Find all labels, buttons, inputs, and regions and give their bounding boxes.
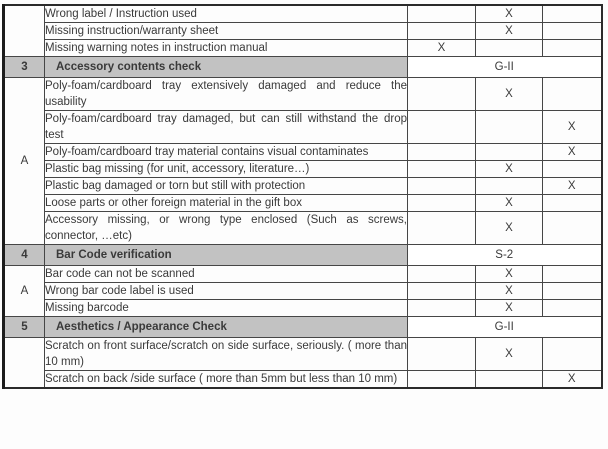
defect-item-row — [4, 195, 602, 212]
check-mark: X — [505, 222, 513, 234]
check-cell-1 — [408, 161, 476, 178]
inspection-class-letter: A — [4, 78, 45, 245]
defect-description: Scratch on back /side surface ( more than 5mm but less than 10 mm) — [45, 371, 408, 389]
check-cell-2 — [476, 212, 543, 245]
section-header-row — [4, 245, 602, 266]
check-cell-3 — [543, 5, 602, 23]
defect-item-row — [4, 40, 602, 57]
check-cell-2 — [476, 161, 543, 178]
check-cell-1 — [408, 283, 476, 300]
check-cell-3 — [543, 195, 602, 212]
check-mark: X — [505, 268, 513, 280]
check-cell-3 — [543, 40, 602, 57]
check-cell-1 — [408, 23, 476, 40]
defect-description: Poly-foam/cardboard tray material contains visual contaminates — [45, 144, 408, 161]
section-title: Bar Code verification — [45, 245, 408, 266]
check-cell-3 — [543, 111, 602, 144]
check-mark: X — [437, 42, 446, 54]
check-cell-3 — [543, 212, 602, 245]
check-cell-1 — [408, 212, 476, 245]
section-number: 5 — [4, 317, 45, 338]
defect-item-row — [4, 161, 602, 178]
defect-item-row — [4, 178, 602, 195]
defect-item-row — [4, 144, 602, 161]
check-cell-3 — [543, 23, 602, 40]
check-mark: X — [567, 180, 576, 192]
defect-description: Poly-foam/cardboard tray extensively damaged and reduce the usability — [45, 78, 408, 111]
defect-description: Scratch on front surface/scratch on side surface, seriously. ( more than 10 mm) — [45, 338, 408, 371]
check-cell-1 — [408, 338, 476, 371]
section-severity-code: G-II — [408, 317, 602, 338]
check-mark: X — [505, 348, 513, 360]
section-severity-code: G-II — [408, 57, 602, 78]
check-cell-2 — [476, 371, 543, 389]
check-cell-1 — [408, 40, 476, 57]
defect-description: Plastic bag damaged or torn but still with protection — [45, 178, 408, 195]
defect-description: Missing warning notes in instruction manual — [45, 40, 408, 57]
section-number: 3 — [4, 57, 45, 78]
inspection-class-letter: A — [4, 266, 45, 317]
defect-description: Plastic bag missing (for unit, accessory, literature…) — [45, 161, 408, 178]
check-mark: X — [505, 285, 513, 297]
check-cell-1 — [408, 195, 476, 212]
section-severity-code: S-2 — [408, 245, 602, 266]
defect-item-row — [4, 212, 602, 245]
defect-description: Bar code can not be scanned — [45, 266, 408, 283]
check-cell-1 — [408, 371, 476, 389]
section-header-row — [4, 317, 602, 338]
check-cell-1 — [408, 111, 476, 144]
defect-description: Loose parts or other foreign material in the gift box — [45, 195, 408, 212]
check-cell-2 — [476, 300, 543, 317]
check-cell-2 — [476, 23, 543, 40]
check-mark: X — [567, 146, 576, 158]
check-mark: X — [505, 302, 513, 314]
check-cell-3 — [543, 338, 602, 371]
check-cell-3 — [543, 300, 602, 317]
check-mark: X — [505, 8, 513, 20]
section-title: Accessory contents check — [45, 57, 408, 78]
check-mark: X — [505, 163, 513, 175]
defect-item-row — [4, 338, 602, 371]
defect-item-row — [4, 23, 602, 40]
defect-item-row — [4, 300, 602, 317]
check-cell-3 — [543, 178, 602, 195]
defect-description: Accessory missing, or wrong type enclosed (Such as screws, connector, …etc) — [45, 212, 408, 245]
section-number: 4 — [4, 245, 45, 266]
check-cell-2 — [476, 266, 543, 283]
check-cell-3 — [543, 266, 602, 283]
check-cell-3 — [543, 283, 602, 300]
check-mark: X — [505, 88, 513, 100]
check-cell-2 — [476, 40, 543, 57]
check-cell-2 — [476, 178, 543, 195]
check-mark: X — [505, 25, 513, 37]
defect-item-row — [4, 78, 602, 111]
defect-item-row — [4, 283, 602, 300]
defect-item-row — [4, 111, 602, 144]
check-mark: X — [567, 121, 576, 133]
defect-description: Wrong bar code label is used — [45, 283, 408, 300]
check-cell-1 — [408, 178, 476, 195]
check-cell-1 — [408, 300, 476, 317]
check-cell-3 — [543, 144, 602, 161]
inspection-checklist-table — [2, 4, 603, 389]
check-cell-1 — [408, 144, 476, 161]
check-cell-1 — [408, 266, 476, 283]
inspection-class-letter — [4, 5, 45, 57]
defect-description: Missing instruction/warranty sheet — [45, 23, 408, 40]
check-cell-3 — [543, 161, 602, 178]
inspection-class-letter — [4, 338, 45, 389]
defect-description: Poly-foam/cardboard tray damaged, but can still withstand the drop test — [45, 111, 408, 144]
defect-item-row — [4, 5, 602, 23]
check-cell-2 — [476, 195, 543, 212]
check-cell-2 — [476, 5, 543, 23]
defect-item-row — [4, 266, 602, 283]
check-cell-2 — [476, 144, 543, 161]
section-header-row — [4, 57, 602, 78]
check-cell-2 — [476, 338, 543, 371]
checklist-body — [4, 5, 602, 388]
defect-item-row — [4, 371, 602, 389]
check-cell-2 — [476, 283, 543, 300]
check-cell-2 — [476, 111, 543, 144]
defect-description: Missing barcode — [45, 300, 408, 317]
section-title: Aesthetics / Appearance Check — [45, 317, 408, 338]
check-mark: X — [505, 197, 513, 209]
check-cell-2 — [476, 78, 543, 111]
check-cell-1 — [408, 78, 476, 111]
check-cell-1 — [408, 5, 476, 23]
defect-description: Wrong label / Instruction used — [45, 5, 408, 23]
check-mark: X — [567, 373, 576, 385]
check-cell-3 — [543, 371, 602, 389]
check-cell-3 — [543, 78, 602, 111]
